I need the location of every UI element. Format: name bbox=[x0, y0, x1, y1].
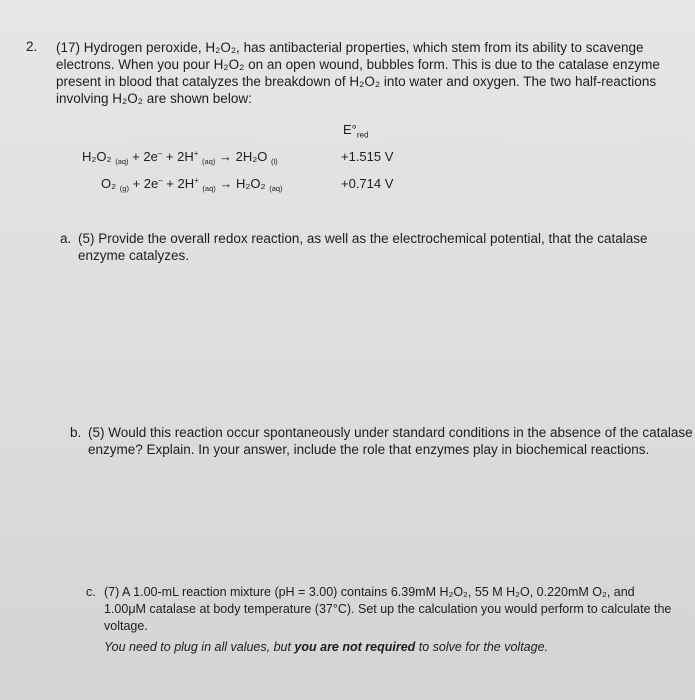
half-reaction-1: H₂O₂ $_{(aq)}$ + 2e– + 2H+ $_{(aq)}$ → 2H₂O $_{(l)}$ bbox=[82, 149, 278, 166]
question-intro bbox=[56, 39, 666, 107]
part-a bbox=[60, 230, 660, 264]
part-b-line: enzyme? Explain. In your answer, include the role that enzymes play in biochemical reactions. bbox=[88, 442, 650, 457]
intro-line: electrons. When you pour H₂O₂ on an open wound, bubbles form. This is due to the catalase enzyme bbox=[56, 57, 660, 72]
half-reaction-1-potential: +1.515 V bbox=[341, 149, 394, 164]
potential-header-symbol: E° bbox=[343, 122, 357, 137]
part-b-label: b. bbox=[70, 425, 82, 440]
intro-line: present in blood that catalyzes the breakdown of H₂O₂ into water and oxygen. The two half-reactions bbox=[56, 74, 657, 89]
part-b-line: (5) Would this reaction occur spontaneously under standard conditions in the absence of the catalase bbox=[88, 425, 693, 440]
part-c bbox=[86, 584, 672, 656]
part-c-note: You need to plug in all values, but you are not required to solve for the voltage. bbox=[104, 640, 548, 654]
part-c-line: 1.00μM catalase at body temperature (37°C). Set up the calculation you would perform to calculate the bbox=[104, 602, 672, 616]
half-reaction-2: O₂ $_{(g)}$ + 2e– + 2H+ $_{(aq)}$ → H₂O₂ $_{(aq)}$ bbox=[101, 176, 283, 193]
half-reaction-2-potential: +0.714 V bbox=[341, 176, 394, 191]
part-c-line: (7) A 1.00-mL reaction mixture (pH = 3.00) contains 6.39mM H₂O₂, 55 M H₂O, 0.220mM O₂, and bbox=[104, 585, 635, 599]
potential-header-sub: red bbox=[356, 130, 369, 140]
part-c-label: c. bbox=[86, 585, 96, 599]
part-a-label: a. bbox=[60, 231, 72, 246]
part-a-line: (5) Provide the overall redox reaction, as well as the electrochemical potential, that the catalase bbox=[78, 231, 648, 246]
part-b bbox=[70, 424, 693, 458]
question-number: 2. bbox=[26, 39, 38, 54]
intro-line: (17) Hydrogen peroxide, H₂O₂, has antibacterial properties, which stem from its ability to scavenge bbox=[56, 40, 644, 55]
part-c-line: voltage. bbox=[104, 619, 148, 633]
part-a-line: enzyme catalyzes. bbox=[78, 248, 190, 263]
intro-line: involving H₂O₂ are shown below: bbox=[56, 91, 252, 106]
potential-header bbox=[343, 122, 368, 140]
